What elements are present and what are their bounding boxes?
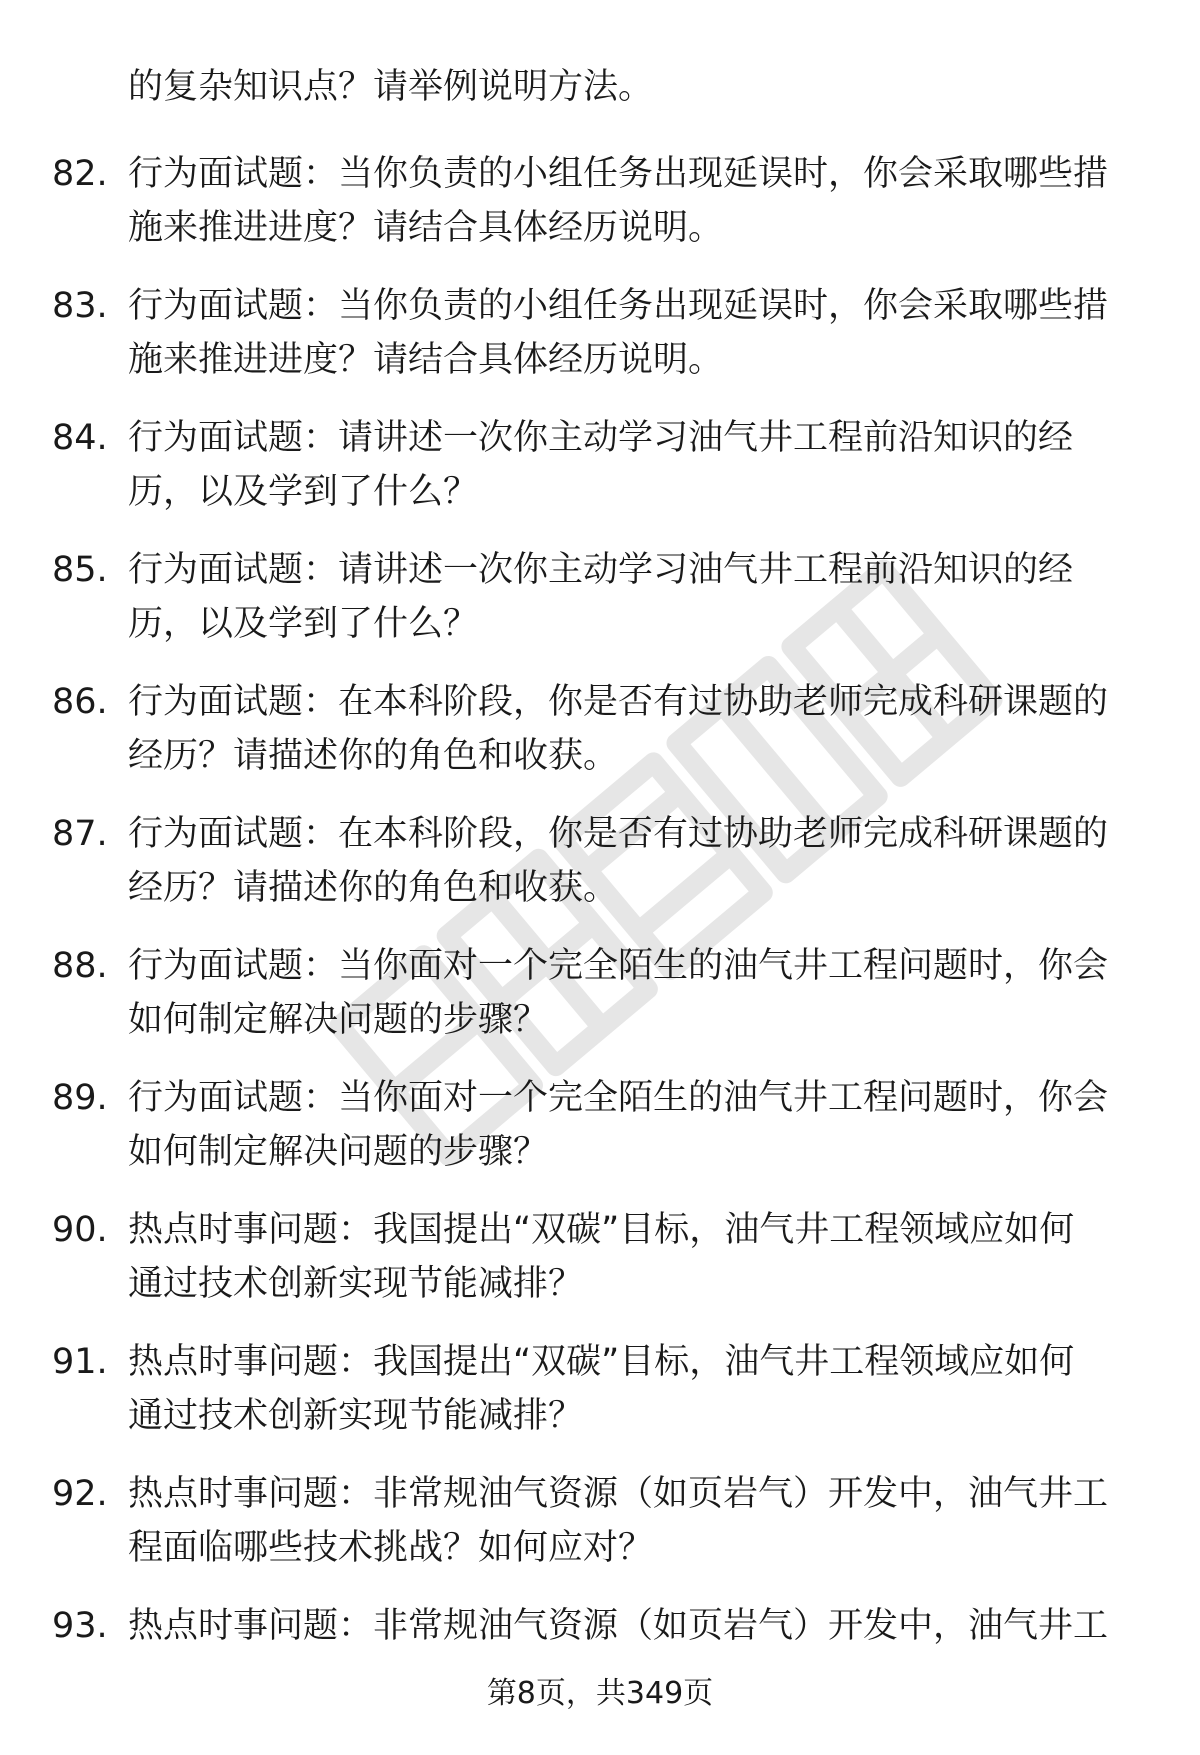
question-text-line: 施来推进进度？请结合具体经历说明。 bbox=[128, 340, 724, 380]
question-item bbox=[0, 146, 1200, 278]
question-text-line: 行为面试题：请讲述一次你主动学习油气井工程前沿知识的经 bbox=[128, 418, 1074, 458]
question-number: 89. bbox=[52, 1078, 108, 1118]
question-number: 87. bbox=[52, 814, 108, 854]
question-item bbox=[0, 1070, 1200, 1202]
question-text-line: 热点时事问题：我国提出“双碳”目标，油气井工程领域应如何 bbox=[128, 1210, 1075, 1250]
question-text-line: 热点时事问题：我国提出“双碳”目标，油气井工程领域应如何 bbox=[128, 1342, 1075, 1382]
question-item bbox=[0, 674, 1200, 806]
question-text-line: 经历？请描述你的角色和收获。 bbox=[128, 868, 619, 908]
question-item bbox=[0, 410, 1200, 542]
question-number: 88. bbox=[52, 946, 108, 986]
question-text-line: 行为面试题：当你面对一个完全陌生的油气井工程问题时，你会 bbox=[128, 1078, 1109, 1118]
question-number: 91. bbox=[52, 1342, 108, 1382]
question-text-line: 热点时事问题：非常规油气资源（如页岩气）开发中，油气井工 bbox=[128, 1474, 1109, 1514]
question-text-line: 历，以及学到了什么？ bbox=[128, 472, 479, 512]
question-text-line: 行为面试题：请讲述一次你主动学习油气井工程前沿知识的经 bbox=[128, 550, 1074, 590]
question-text-line: 热点时事问题：非常规油气资源（如页岩气）开发中，油气井工 bbox=[128, 1606, 1109, 1646]
question-item bbox=[0, 1466, 1200, 1598]
question-number: 83. bbox=[52, 286, 108, 326]
question-text-line: 历，以及学到了什么？ bbox=[128, 604, 479, 644]
question-text-line: 行为面试题：当你面对一个完全陌生的油气井工程问题时，你会 bbox=[128, 946, 1109, 986]
continuation-text: 的复杂知识点？请举例说明方法。 bbox=[128, 67, 654, 107]
question-list bbox=[0, 146, 1200, 1730]
question-number: 84. bbox=[52, 418, 108, 458]
question-text-line: 行为面试题：当你负责的小组任务出现延误时，你会采取哪些措 bbox=[128, 154, 1109, 194]
question-number: 90. bbox=[52, 1210, 108, 1250]
question-number: 85. bbox=[52, 550, 108, 590]
question-item bbox=[0, 938, 1200, 1070]
question-item bbox=[0, 806, 1200, 938]
question-text-line: 如何制定解决问题的步骤？ bbox=[128, 1000, 549, 1040]
question-text-line: 通过技术创新实现节能减排？ bbox=[128, 1396, 584, 1436]
question-text-line: 程面临哪些技术挑战？如何应对？ bbox=[128, 1528, 654, 1568]
question-number: 82. bbox=[52, 154, 108, 194]
question-text-line: 行为面试题：在本科阶段，你是否有过协助老师完成科研课题的 bbox=[128, 682, 1109, 722]
question-text-line: 如何制定解决问题的步骤？ bbox=[128, 1132, 549, 1172]
question-number: 92. bbox=[52, 1474, 108, 1514]
question-text-line: 通过技术创新实现节能减排？ bbox=[128, 1264, 584, 1304]
question-number: 93. bbox=[52, 1606, 108, 1646]
question-text-line: 施来推进进度？请结合具体经历说明。 bbox=[128, 208, 724, 248]
page-footer: 第8页，共349页 bbox=[486, 1676, 714, 1711]
question-text-line: 行为面试题：在本科阶段，你是否有过协助老师完成科研课题的 bbox=[128, 814, 1109, 854]
question-item bbox=[0, 1334, 1200, 1466]
question-text-line: 行为面试题：当你负责的小组任务出现延误时，你会采取哪些措 bbox=[128, 286, 1109, 326]
question-number: 86. bbox=[52, 682, 108, 722]
question-item bbox=[0, 278, 1200, 410]
question-item bbox=[0, 1202, 1200, 1334]
question-text-line: 经历？请描述你的角色和收获。 bbox=[128, 736, 619, 776]
question-item bbox=[0, 542, 1200, 674]
